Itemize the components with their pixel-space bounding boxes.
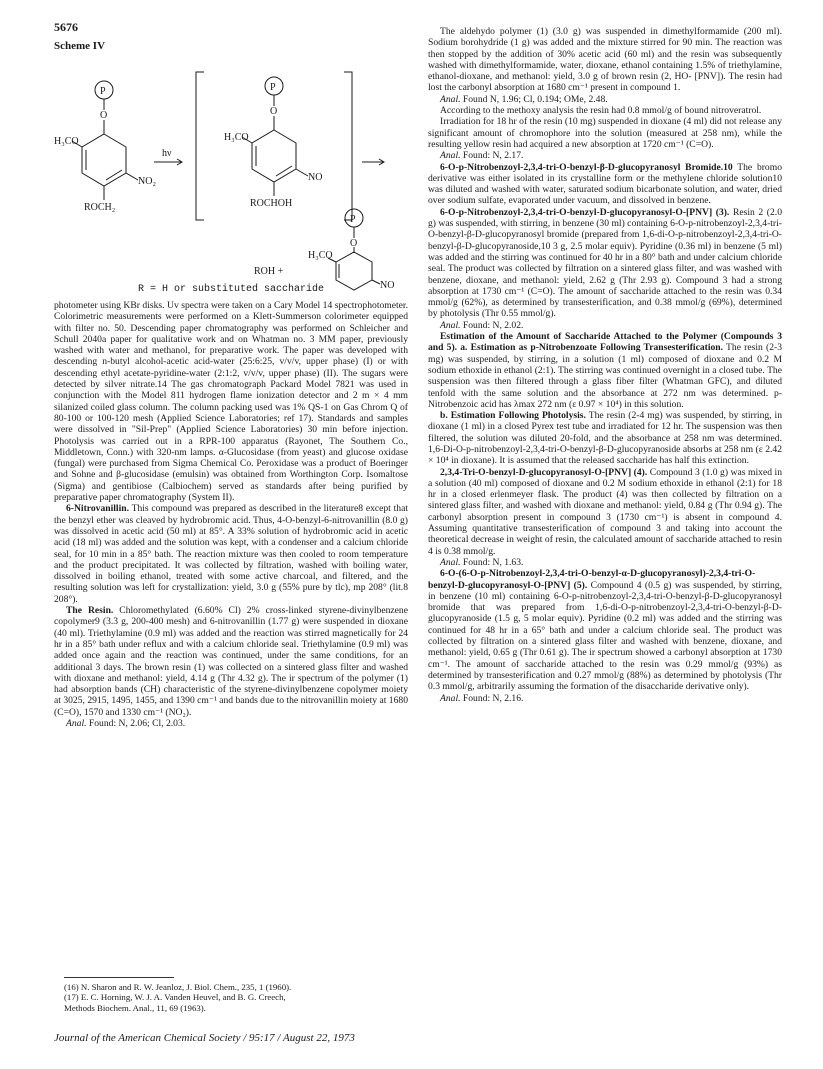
methoxy-label-3: H₃CO <box>308 250 333 261</box>
nitro-label-1: NO₂ <box>138 176 156 187</box>
polymer-p-label-2: P <box>270 82 276 93</box>
compound-5-paragraph <box>428 568 782 692</box>
analysis-text: Found: N, 2.02. <box>460 319 524 331</box>
analysis-label: Anal. <box>440 319 461 331</box>
compound-4-text: Compound 3 (1.0 g) was mixed in a solution (40 ml) composed of dioxane and 0.2 M sodium ethoxide in ethanol (2:1) for 18 hr in a closed erlenmeyer flask. The product (4) was then collected by filtration on a sintered glass filter, and washed with dioxane and methanol: yield, 0.84 g (Thr 0.94 g). The carbonyl absorption present in compound 3 (1730 cm⁻¹) is absent in compound 4. Assuming quantitative transesterification of compound 3 and taking into account the theoretical decrease in weight of resin, the calculated amount of saccharide attached to resin 4 is 0.38 mmol/g. <box>428 466 782 557</box>
compound-3-heading: 6-O-p-Nitrobenzoyl-2,3,4-tri-O-benzyl-D-glucopyranosyl-O-[PNV] (3). <box>440 206 730 218</box>
nitroso-label: NO <box>308 172 323 183</box>
oxygen-label-1: O <box>100 110 108 121</box>
analysis-4 <box>428 557 782 568</box>
polymer-p-label-3: P <box>350 214 356 225</box>
compound-5-heading: 6-O-(6-O-p-Nitrobenzoyl-2,3,4-tri-O-benzyl-α-D-glucopyranosyl)-2,3,4-tri-O-benzyl-D-glucopyranosyl-O-[PNV] (5). <box>428 568 756 591</box>
oxygen-label-2: O <box>270 106 278 117</box>
reference-16: (16) N. Sharon and R. W. Jeanloz, J. Biol. Chem., 235, 1 (1960). <box>64 982 292 992</box>
analysis-text: Found N, 1.96; Cl, 0.194; OMe, 2.48. <box>460 93 608 105</box>
nitrovanillin-paragraph <box>54 503 408 605</box>
left-column <box>54 300 408 729</box>
compound-3-text: Resin 2 (2.0 g) was suspended, with stirring, in benzene (30 ml) containing 6-O-p-nitrobenzoyl-2,3,4-tri-O-benzyl-β-D-glucopyranosyl bromide (prepared from 1,6-di-O-p-nitrobenzoyl-2,3,4-tri-O-benzyl-β-D-glucopyranoside,10 3 g, 2.5 molar equiv). Pyridine (0.36 ml) in benzene (5 ml) was added and the stirring was continued for 40 hr in a 80° bath and under calcium chloride seal. The product was collected by filtration on a sintered glass filter, and was washed with benzene, dioxane, and methanol: yield, 2.62 g (Thr 2.93 g). Compound 3 had a strong absorption at 1730 cm⁻¹ (C=O). The amount of saccharide attached to the resin was 0.34 mmol/g (62%), as determined by transesterification, and 0.38 mmol/g (69%), determined by photolysis (Thr 0.55 mmol/g). <box>428 206 782 320</box>
analysis-label: Anal. <box>440 556 461 568</box>
estimation-heading: Estimation of the Amount of Saccharide Attached to the Polymer (Compounds 3 and 5). a. Estimation as p-Nitrobenzoate Following Transesterification. <box>428 331 782 354</box>
analysis-1 <box>428 94 782 105</box>
scheme-title: Scheme IV <box>54 40 106 52</box>
compound-4-heading: 2,3,4-Tri-O-benzyl-D-glucopyranosyl-O-[PNV] (4). <box>440 466 648 478</box>
references <box>54 977 408 1013</box>
estimation-text: The resin (2-3 mg) was suspended, by stirring, in a solution (1 ml) composed of dioxane and 0.2 M sodium ethoxide in ethanol (2:1). The stirring was continued overnight in a closed tube. The suspension was then filtered through a glass fiber filter (Whatman GFC), and diluted tenfold with the same solution and the absorbance at 272 nm was determined. p-Nitrobenzoic acid has λmax 272 nm (ε 0.97 × 10⁴) in this solution. <box>428 342 782 410</box>
reference-17b: Methods Biochem. Anal., 11, 69 (1963). <box>64 1002 206 1013</box>
compound-5-text: Compound 4 (0.5 g) was suspended, by stirring, in benzene (10 ml) containing 6-O-p-nitrobenzoyl-2,3,4-tri-O-benzyl-β-D-glucopyranosyl bromide that was prepared from 1,6-di-O-p-nitrobenzoyl-2,3,4-tri-O-benzyl-β-D-glucopyranoside (1.5 g, 5 molar equiv). Pyridine (0.2 ml) was added and the stirring was continued for 48 hr in a 65° bath and under a calcium chloride seal. The product was collected by filtration on a sintered glass filter and washed with benzene, dioxane, and methanol: yield, 0.65 g (Thr 0.61 g). The ir spectrum showed a carbonyl absorption at 1730 cm⁻¹. The amount of saccharide attached to the resin was 0.29 mmol/g (93%) as determined by transesterification and 0.27 mmol/g (88%) as determined by photolysis (Thr 0.3 mmol/g, arbitrarily assuming the formation of the disaccharide derivative only). <box>428 579 782 693</box>
right-column <box>428 26 782 704</box>
analysis-5 <box>428 693 782 704</box>
methoxy-label-1: H₃CO <box>54 136 79 147</box>
methoxy-paragraph: According to the methoxy analysis the resin had 0.8 mmol/g of bound nitroveratrol. <box>440 105 762 117</box>
analysis-2 <box>428 150 782 161</box>
compound-4-paragraph <box>428 467 782 557</box>
analysis-label: Anal. <box>66 717 87 729</box>
irradiation-paragraph: Irradiation for 18 hr of the resin (10 mg) suspended in dioxane (4 ml) did not release any significant amount of chromophore into the solution (measured at 258 nm), while the resulting yellow resin had acquired a new absorption at 1720 cm⁻¹ (C=O). <box>428 116 782 150</box>
page-number: 5676 <box>54 20 78 34</box>
nitroso-label-3: NO <box>380 280 395 291</box>
compound-3-paragraph <box>428 207 782 320</box>
photolysis-text: The resin (2-4 mg) was suspended, by stirring, in dioxane (1 ml) in a closed Pyrex test tube and irradiated for 12 hr. The suspension was then filtered, the solution was diluted 20-fold, and the absorbance at 258 nm was determined. 1,6-Di-O-p-nitrobenzoyl-2,3,4-tri-O-benzyl-β-D-glucopyranoside absorbs at 258 nm (ε 2.42 × 10⁴ in dioxane). It is assumed that the released saccharide has half this extinction. <box>428 410 782 467</box>
oxygen-label-3: O <box>350 238 358 249</box>
nitrovanillin-heading: 6-Nitrovanillin. <box>66 503 129 515</box>
resin-analysis <box>54 718 408 729</box>
analysis-text: Found: N, 1.63. <box>460 556 524 568</box>
analysis-label: Anal. <box>440 692 461 704</box>
reference-17a: (17) E. C. Horning, W. J. A. Vanden Heuvel, and B. G. Creech, <box>64 992 286 1003</box>
photolysis-paragraph <box>428 410 782 466</box>
analysis-label: Anal. <box>440 93 461 105</box>
analysis-3 <box>428 320 782 331</box>
methoxy-label-2: H₃CO <box>224 132 249 143</box>
analysis-text: Found: N, 2.16. <box>460 692 524 704</box>
rochoh-label: ROCHOH <box>250 198 293 209</box>
reaction-scheme <box>54 52 414 292</box>
roch2-label: ROCH₂ <box>84 202 116 213</box>
hv-label: hν <box>162 148 172 159</box>
journal-footer: Journal of the American Chemical Society / 95:17 / August 22, 1973 <box>54 1032 355 1044</box>
scheme-drawing <box>54 52 414 292</box>
footnote-rule <box>64 977 174 978</box>
bromide-text: The bromo derivative was either isolated in its crystalline form or the methylene chloride solution10 was diluted and washed with water, saturated sodium bicarbonate solution, and water, dried over sodium sulfate, evaporated under vacuum, and dissolved in benzene. <box>428 161 782 207</box>
bromide-paragraph <box>428 162 782 207</box>
materials-paragraph: photometer using KBr disks. Uv spectra were taken on a Cary Model 14 spectrophotometer. Colorimetric measurements were performed on a Klett-Summerson colorimeter equipped with filter no. 50. Descending paper chromatography was performed on Schleicher and Schull 2040a paper for qualitative work and on Whatman no. 3 MM paper, previously washed with water and methanol, for preparative work. The paper was developed with descending n-butyl alcohol-acetic acid-water (25:6:25, v/v/v, upper phase) (I) or with descending ethyl acetate-pyridine-water (2:1:2, v/v/v, upper phase) (II). The sugars were detected by silver nitrate.14 The gas chromatograph Packard Model 7821 was used in conjunction with the Model 811 hydrogen flame ionization detector and 2 m × 4 mm silanized coiled glass column. The column packing used was 1% QS-1 on Gas Chrom Q of 80-100 or 100-120 mesh (Applied Science Laboratories; ref 17). Standards and samples were dissolved in "Sil-Prep" (Applied Science Laboratories) 30 min before injection. Photolysis was carried out in a RPR-100 apparatus (Rayonet, The Southern Co., Middletown, Conn.) with 320-nm lamps. α-Glucosidase (from yeast) and glucose oxidase (fungal) were purchased from Sigma Chemical Co. Peroxidase was a product of Boeringer and Sohne and β-glucosidase (emulsin) was obtained from Worthington Corp. Isomaltose (Sigma) and gentibiose (Calbiochem) served as standards after being purified by preparative paper chromatography (System II). <box>54 300 408 504</box>
resin-heading: The Resin. <box>66 605 114 617</box>
analysis-text: Found: N, 2.06; Cl, 2.03. <box>86 717 186 729</box>
scheme-caption: R = H or substituted saccharide <box>137 284 325 295</box>
aldehydo-polymer-paragraph: The aldehydo polymer (1) (3.0 g) was suspended in dimethylformamide (200 ml). Sodium borohydride (1 g) was added and the mixture stirred for 90 min. The reaction was then stopped by the addition of 30% acetic acid (60 ml) and the resin was subsequently washed with dimethylformamide, water, dioxane, ethanol containing 1.5% of triethylamine, ethanol-dioxane, and methanol: yield, 3.0 g of brown resin (2, HO- [PNV]). The resin had lost the carbonyl absorption at 1680 cm⁻¹ present in compound 1. <box>428 26 782 94</box>
bromide-heading: 6-O-p-Nitrobenzoyl-2,3,4-tri-O-benzyl-β-D-glucopyranosyl Bromide.10 <box>440 161 733 173</box>
polymer-p-label-1: P <box>100 86 106 97</box>
resin-text: Chloromethylated (6.60% Cl) 2% cross-linked styrene-divinylbenzene copolymer9 (3.3 g, 200-400 mesh) and 6-nitrovanillin (1.77 g) were suspended in dioxane (40 ml). Triethylamine (0.9 ml) was added and the reaction was stirred magnetically for 24 hr in a 85° bath under reflux and with a calcium chloride seal. Triethylamine (0.9 ml) was added once again and the reaction was continued, under the same conditions, for an additional 3 days. The brown resin (1) was collected on a sintered glass filter and washed with dioxane and methanol: yield, 4.14 g (Thr 4.32 g). The ir spectrum of the polymer (1) had absorption bands (CH) characteristic of the styrene-divinylbenzene copolymer moiety at 3025, 2915, 1495, 1455, and 1390 cm⁻¹ and bands due to the nitrovanillin moiety at 1680 (C=O), 1570 and 1330 cm⁻¹ (NO₂). <box>54 605 408 718</box>
photolysis-heading: b. Estimation Following Photolysis. <box>440 410 586 422</box>
nitrovanillin-text: This compound was prepared as described in the literature8 except that the benzyl ether was cleaved by hydrobromic acid. Thus, 4-O-benzyl-6-nitrovanillin (8.0 g) was dissolved in acetic acid (50 ml) at 85°. A 33% solution of hydrobromic acid in acetic acid (18 ml) was added and the solution was kept, with a condenser and a calcium chloride seal, for 10 min in a 85° bath. The reaction mixture was then cooled to room temperature and the product precipitated. It was collected by filtration, washed with boiling water, dissolved in boiling ethanol, treated with some active charcoal, and filtered, and the resulting solution was left for crystallization: yield, 3.0 g (55% pure by tlc), mp 208° (lit.8 208°). <box>54 503 408 605</box>
analysis-text: Found: N, 2.17. <box>460 150 524 162</box>
roh-plus-label: ROH + <box>254 266 284 277</box>
estimation-paragraph <box>428 331 782 410</box>
resin-paragraph <box>54 605 408 718</box>
analysis-label: Anal. <box>440 150 461 162</box>
